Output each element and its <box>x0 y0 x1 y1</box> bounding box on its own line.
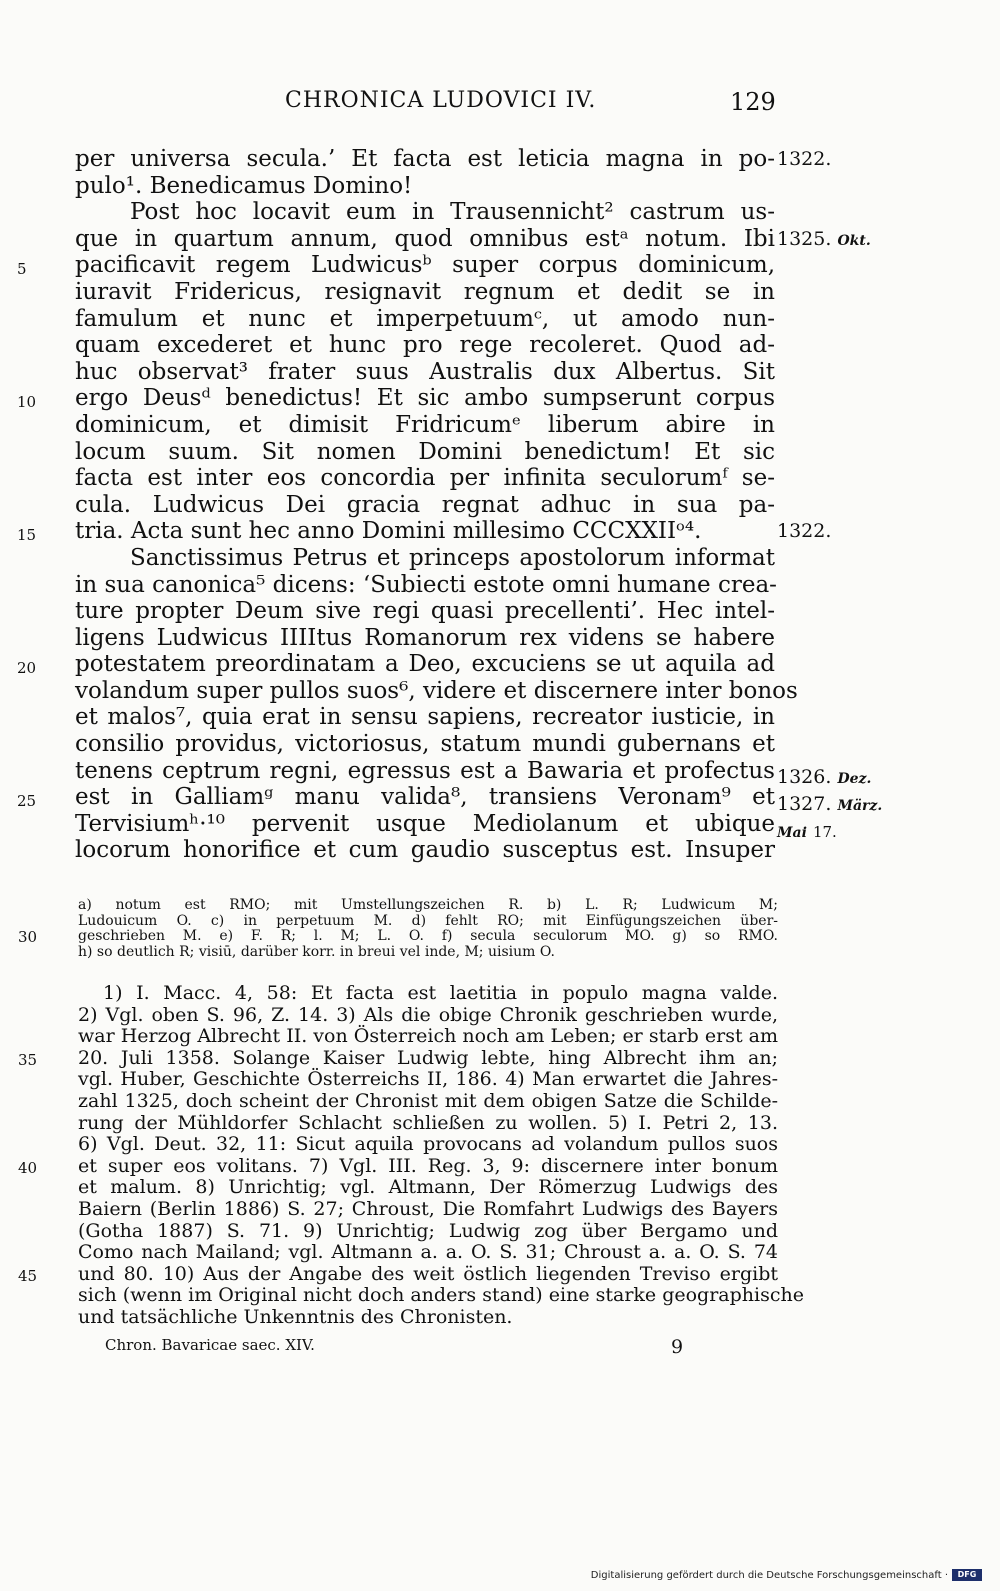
margin-date: Mai 17. <box>777 823 837 841</box>
line-number: 40 <box>18 1159 38 1177</box>
sheet-number: 9 <box>671 1336 684 1358</box>
footnote-line: vgl. Huber, Geschichte Österreichs II, 186. 4) Man erwartet die Jahres- <box>78 1068 778 1091</box>
line-number: 20 <box>17 659 37 677</box>
footnote-line: (Gotha 1887) S. 71. 9) Unrichtig; Ludwig zog über Bergamo und <box>78 1219 778 1242</box>
line-number: 25 <box>17 792 37 810</box>
footnote-line: und 80. 10) Aus der Angabe des weit östlich liegenden Treviso ergibt <box>78 1262 778 1285</box>
main-text <box>17 146 883 864</box>
line-number: 45 <box>18 1267 38 1285</box>
footnote-line: 1) I. Macc. 4, 58: Et facta est laetitia in populo magna valde. <box>103 982 778 1004</box>
footnote-line: 20. Juli 1358. Solange Kaiser Ludwig lebte, hing Albrecht ihm an; <box>78 1046 778 1069</box>
line-number: 10 <box>17 393 37 411</box>
text-line: que in quartum annum, quod omnibus estᵃ notum. Ibi <box>75 225 775 252</box>
footnote-line: sich (wenn im Original nicht doch anders stand) eine starke geographische <box>78 1284 804 1307</box>
margin-date: 1322. <box>777 520 832 542</box>
text-line: est in Galliamᵍ manu valida⁸, transiens Veronam⁹ et <box>75 784 775 811</box>
text-line: iuravit Fridericus, resignavit regnum et dedit se in <box>75 278 775 305</box>
margin-date: 1327. März. <box>777 793 883 815</box>
text-line: volandum super pullos suos⁶, videre et discernere inter bonos <box>75 677 798 704</box>
text-line: famulum et nunc et imperpetuumᶜ, ut amodo nun- <box>75 305 775 332</box>
text-line: ligens Ludwicus IIIItus Romanorum rex videns se habere <box>75 624 775 651</box>
text-line: in sua canonica⁵ dicens: ‘Subiecti estote omni humane crea- <box>75 571 777 598</box>
footnote-line: rung der Mühldorfer Schlacht schließen zu wollen. 5) I. Petri 2, 13. <box>78 1111 778 1134</box>
footnote-line: war Herzog Albrecht II. von Österreich noch am Leben; er starb erst am <box>78 1025 778 1048</box>
footnote-line: Baiern (Berlin 1886) S. 27; Chroust, Die Romfahrt Ludwigs des Bayers <box>78 1197 778 1220</box>
footnote-line: et malum. 8) Unrichtig; vgl. Altmann, Der Römerzug Ludwigs des <box>78 1176 778 1199</box>
text-line: cula. Ludwicus Dei gracia regnat adhuc in sua pa- <box>75 491 775 518</box>
text-line: locum suum. Sit nomen Domini benedictum! Et sic <box>75 438 775 465</box>
text-line: dominicum, et dimisit Fridricumᵉ liberum abire in <box>75 411 775 438</box>
margin-date: 1325. Okt. <box>777 228 871 250</box>
dfg-logo-icon: DFG <box>952 1569 982 1581</box>
text-line: Tervisiumʰ·¹⁰ pervenit usque Mediolanum et ubique <box>75 810 775 837</box>
running-title: CHRONICA LUDOVICI IV. <box>285 88 597 113</box>
footnote-line: zahl 1325, doch scheint der Chronist mit dem obigen Satze die Schilde- <box>78 1089 778 1112</box>
digitization-text: Digitalisierung gefördert durch die Deutsche Forschungsgemeinschaft · <box>590 1569 948 1581</box>
margin-date: 1326. Dez. <box>777 766 872 788</box>
line-number: 5 <box>17 260 27 278</box>
digitization-notice <box>591 1569 982 1581</box>
text-line: pacificavit regem Ludwicusᵇ super corpus dominicum, <box>75 252 775 279</box>
text-line: Sanctissimus Petrus et princeps apostolorum informat <box>130 544 775 571</box>
text-line: tria. Acta sunt hec anno Domini millesimo CCCXXIIᵒ⁴. <box>75 518 702 545</box>
text-line: pulo¹. Benedicamus Domino! <box>75 172 413 199</box>
text-line: potestatem preordinatam a Deo, excuciens se ut aquila ad <box>75 651 775 678</box>
text-line: huc observat³ frater suus Australis dux Albertus. Sit <box>75 358 775 385</box>
footnote-line: Como nach Mailand; vgl. Altmann a. a. O. S. 31; Chroust a. a. O. S. 74 <box>78 1241 778 1264</box>
text-line: facta est inter eos concordia per infinita seculorumᶠ se- <box>75 465 775 492</box>
apparatus-line: geschrieben M. e) F. R; l. M; L. O. f) secula seculorum MO. g) so RMO. <box>78 928 778 944</box>
apparatus-line: Ludouicum O. c) in perpetuum M. d) fehlt RO; mit Einfügungszeichen über- <box>78 912 778 929</box>
text-line: et malos⁷, quia erat in sensu sapiens, recreator iusticie, in <box>75 704 775 731</box>
footnote-line: 6) Vgl. Deut. 32, 11: Sicut aquila provocans ad volandum pullos suos <box>78 1133 778 1156</box>
critical-apparatus <box>18 897 778 960</box>
text-line: ture propter Deum sive regi quasi precellenti’. Hec intel- <box>75 598 775 625</box>
text-line: locorum honorifice et cum gaudio susceptus est. Insuper <box>75 837 775 864</box>
page-header <box>0 88 1000 124</box>
margin-date: 1322. <box>777 148 832 170</box>
text-line: Post hoc locavit eum in Trausennicht² castrum us- <box>130 199 775 226</box>
line-number: 35 <box>18 1051 38 1069</box>
page-number: 129 <box>730 88 776 116</box>
footnotes <box>18 982 804 1329</box>
text-line: consilio providus, victoriosus, statum mundi gubernans et <box>75 731 775 758</box>
line-number: 15 <box>17 526 37 544</box>
text-line: per universa secula.’ Et facta est leticia magna in po- <box>75 146 775 172</box>
apparatus-line: a) notum est RMO; mit Umstellungszeichen R. b) L. R; Ludwicum M; <box>78 897 778 913</box>
apparatus-line: h) so deutlich R; visiū, darüber korr. in breui vel inde, M; uisium O. <box>78 943 555 960</box>
footnote-line: et super eos volitans. 7) Vgl. III. Reg. 3, 9: discernere inter bonum <box>78 1154 778 1177</box>
printer-signature: Chron. Bavaricae saec. XIV. <box>105 1336 315 1354</box>
line-number: 30 <box>18 928 38 946</box>
text-line: tenens ceptrum regni, egressus est a Bawaria et profectus <box>75 757 775 784</box>
text-line: quam excederet et hunc pro rege recoleret. Quod ad- <box>75 332 775 359</box>
text-line: ergo Deusᵈ benedictus! Et sic ambo sumpserunt corpus <box>75 385 775 412</box>
footnote-line: und tatsächliche Unkenntnis des Chronisten. <box>78 1305 513 1328</box>
footnote-line: 2) Vgl. oben S. 96, Z. 14. 3) Als die obige Chronik geschrieben wurde, <box>78 1003 778 1026</box>
